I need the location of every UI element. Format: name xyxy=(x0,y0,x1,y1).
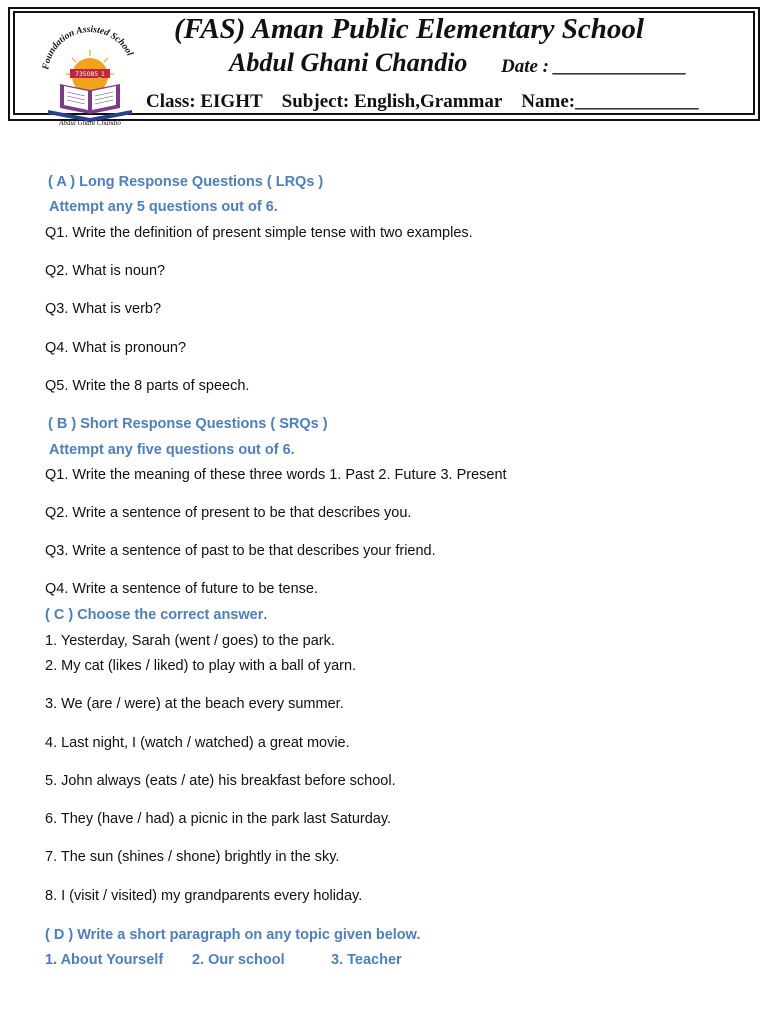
school-name: (FAS) Aman Public Elementary School xyxy=(174,13,644,45)
section-c-heading-line xyxy=(45,607,267,623)
mcq-item: 6. They (have / had) a picnic in the park last Saturday. xyxy=(45,811,392,827)
question-item: Q3. What is verb? xyxy=(45,301,162,317)
mcq-item: 1. Yesterday, Sarah (went / goes) to the park. xyxy=(45,633,335,649)
section-a-instruction: Attempt any 5 questions out of 6. xyxy=(49,199,278,215)
mcq-item: 2. My cat (likes / liked) to play with a ball of yarn. xyxy=(45,658,357,674)
logo-arc-text: Foundation Assisted School xyxy=(41,24,135,71)
question-item: Q4. What is pronoun? xyxy=(45,340,187,356)
section-b-heading: ( B ) Short Response Questions ( SRQs ) xyxy=(48,416,328,432)
section-b-instruction: Attempt any five questions out of 6. xyxy=(49,442,295,458)
question-item: Q2. Write a sentence of present to be that describes you. xyxy=(45,505,412,521)
class-label: Class: EIGHT xyxy=(146,91,263,112)
class-line xyxy=(146,91,699,113)
section-c-heading: ( C ) Choose the correct answer xyxy=(45,607,264,623)
mcq-item: 8. I (visit / visited) my grandparents every holiday. xyxy=(45,888,363,904)
mcq-item: 5. John always (eats / ate) his breakfast before school. xyxy=(45,773,396,789)
question-item: Q2. What is noun? xyxy=(45,263,166,279)
name-field: Name:_____________ xyxy=(521,91,699,112)
mcq-item: 7. The sun (shines / shone) brightly in the sky. xyxy=(45,849,340,865)
topic-item: 1. About Yourself xyxy=(45,952,164,968)
question-item: Q3. Write a sentence of past to be that describes your friend. xyxy=(45,543,436,559)
subject-label: Subject: English,Grammar xyxy=(281,91,503,112)
section-d-heading: ( D ) Write a short paragraph on any topic given below. xyxy=(45,927,421,943)
question-item: Q5. Write the 8 parts of speech. xyxy=(45,378,250,394)
date-field: Date : ______________ xyxy=(501,56,687,77)
section-c-heading-suffix: . xyxy=(263,607,268,623)
topic-item: 2. Our school xyxy=(192,952,285,968)
topic-item: 3. Teacher xyxy=(331,952,402,968)
question-item: Q1. Write the meaning of these three words 1. Past 2. Future 3. Present xyxy=(45,467,507,483)
principal-name: Abdul Ghani Chandio xyxy=(229,48,468,77)
mcq-item: 3. We (are / were) at the beach every summer. xyxy=(45,696,344,712)
mcq-item: 4. Last night, I (watch / watched) a great movie. xyxy=(45,735,350,751)
question-item: Q1. Write the definition of present simple tense with two examples. xyxy=(45,225,473,241)
logo-banner-text: 735085_1 xyxy=(75,71,105,78)
section-a-heading: ( A ) Long Response Questions ( LRQs ) xyxy=(48,174,324,190)
logo-caption: Abdul Ghani Chandio xyxy=(59,119,121,126)
school-logo xyxy=(38,14,142,126)
question-item: Q4. Write a sentence of future to be tense. xyxy=(45,581,318,597)
